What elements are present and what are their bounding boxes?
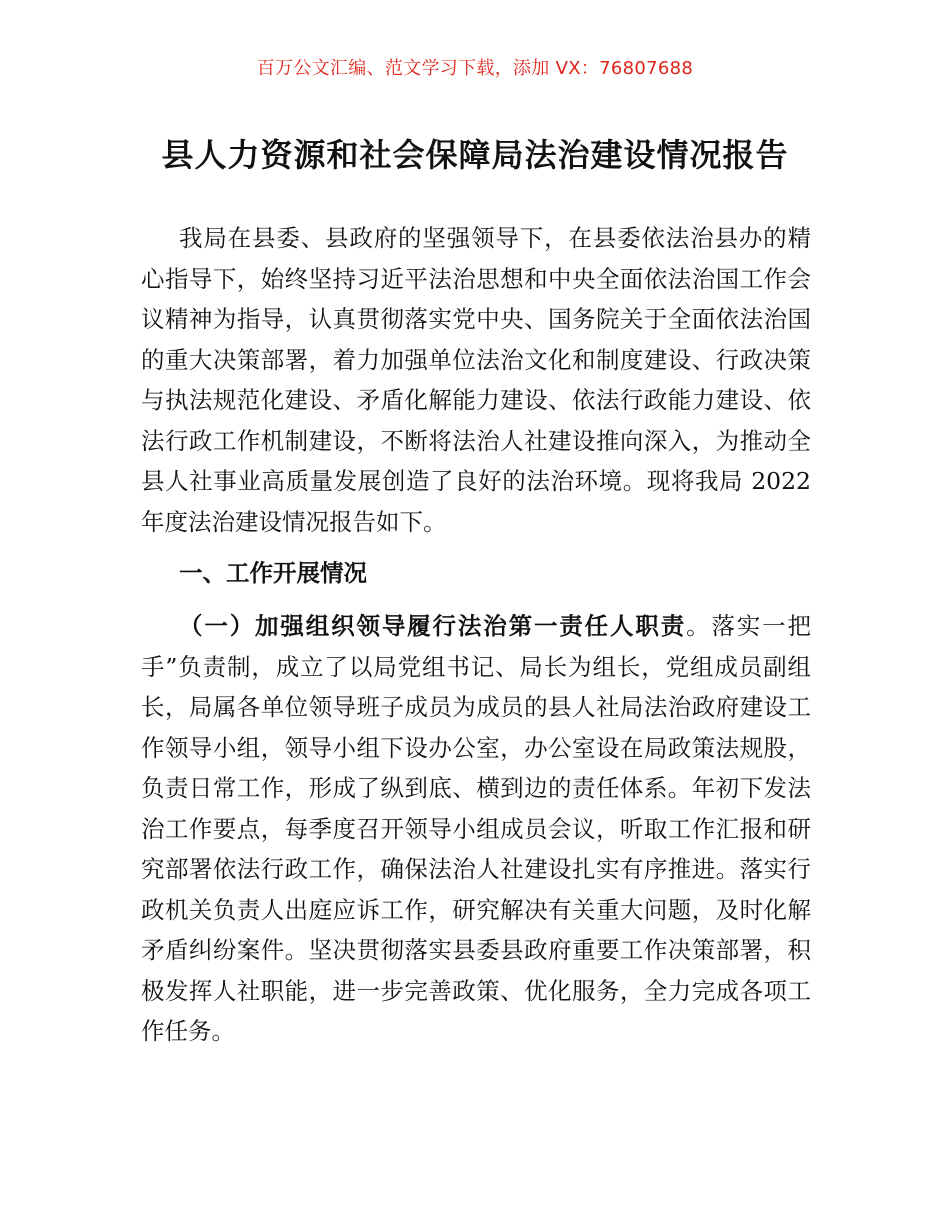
subsection-lead: （一）加强组织领导履行法治第一责任人职责: [179, 612, 687, 640]
subsection-paragraph: [141, 606, 811, 1052]
section-heading: 一、工作开展情况: [179, 559, 367, 587]
subsection-body: 。落实一把手”负责制，成立了以局党组书记、局长为组长，党组成员副组长，局属各单位领导班子成员为成员的县人社局法治政府建设工作领导小组，领导小组下设办公室，办公室设在局政策法规股，负责日常工作，形成了纵到底、横到边的责任体系。年初下发法治工作要点，每季度召开领导小组成员会议，听取工作汇报和研究部署依法行政工作，确保法治人社建设扎实有序推进。落实行政机关负责人出庭应诉工作，研究解决有关重大问题，及时化解矛盾纠纷案件。坚决贯彻落实县委县政府重要工作决策部署，积极发挥人社职能，进一步完善政策、优化服务，全力完成各项工作任务。: [141, 612, 812, 1045]
watermark-banner: 百万公文汇编、范文学习下载，添加 VX：76807688: [256, 58, 694, 79]
intro-paragraph: 我局在县委、县政府的坚强领导下，在县委依法治县办的精心指导下，始终坚持习近平法治思想和中央全面依法治国工作会议精神为指导，认真贯彻落实党中央、国务院关于全面依法治国的重大决策部署，着力加强单位法治文化和制度建设、行政决策与执法规范化建设、矛盾化解能力建设、依法行政能力建设、依法行政工作机制建设，不断将法治人社建设推向深入，为推动全县人社事业高质量发展创造了良好的法治环境。现将我局 2022 年度法治建设情况报告如下。: [141, 224, 811, 536]
document-title: 县人力资源和社会保障局法治建设情况报告: [161, 136, 789, 175]
